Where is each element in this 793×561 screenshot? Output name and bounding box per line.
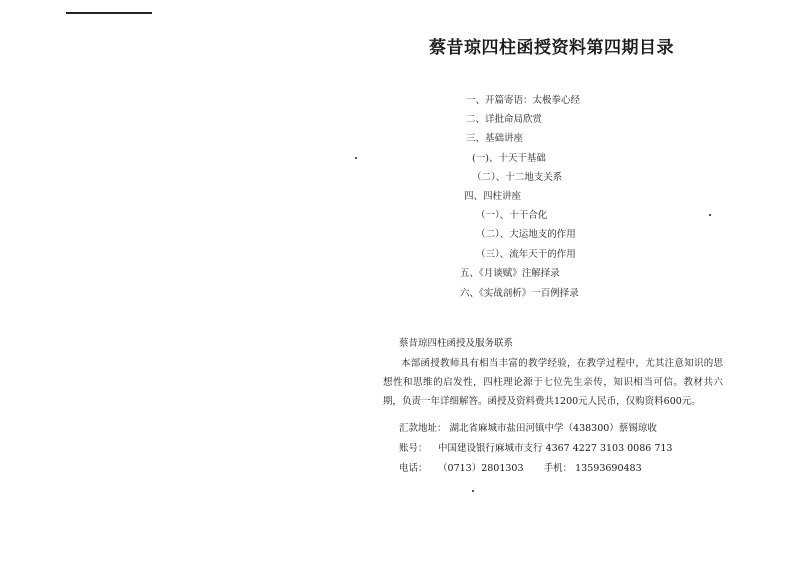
phone-label: 电话： [399, 463, 428, 474]
account-row [399, 440, 672, 454]
phone-row [399, 460, 642, 474]
scan-speck [355, 157, 357, 159]
mobile-label: 手机： [543, 463, 573, 474]
account-label: 账号： [399, 443, 428, 454]
toc-item: 六、《实战剖析》一百例择录 [460, 288, 579, 299]
intro-paragraph: 本部函授教师具有相当丰富的教学经验，在教学过程中，尤其注意知识的思想性和思维的启发性，四柱理论源于七位先生亲传，知识相当可信。教材共六期，负责一年详细解答。函授及资料费共1200元人民币，仅购资料600元。 [383, 358, 723, 407]
toc-item: 四、四柱讲座 [464, 191, 522, 202]
phone-number: （0713）2801303 [438, 463, 524, 474]
toc-item: 三、基础讲座 [466, 133, 524, 144]
scan-artifact-line [66, 12, 152, 14]
mobile-number: 13593690483 [575, 463, 642, 474]
remit-address-row [399, 420, 657, 434]
toc-item: 一、开篇寄语：太极拳心经 [466, 95, 581, 106]
toc-item: 五、《月谈赋》注解择录 [460, 268, 560, 279]
document-title: 蔡昔琼四柱函授资料第四期目录 [429, 38, 674, 58]
remit-label: 汇款地址： [399, 423, 447, 434]
account-number: 中国建设银行麻城市支行 4367 4227 3103 0086 713 [438, 443, 673, 454]
toc-item: （二）、大运地支的作用 [476, 229, 576, 240]
remit-address: 湖北省麻城市盐田河镇中学（438300）蔡锡琼收 [449, 423, 657, 434]
toc-item: （一）、十干合化 [476, 210, 548, 221]
toc-item: （三）、流年天干的作用 [476, 249, 576, 260]
scan-speck [472, 490, 474, 492]
toc-item: （二）、十二地支关系 [472, 172, 563, 183]
scan-speck [709, 214, 711, 216]
toc-item: 二、详批命局欣赏 [466, 114, 543, 125]
toc-item: (一)、十天干基础 [472, 153, 546, 164]
contact-section-heading: 蔡昔琼四柱函授及服务联系 [399, 338, 514, 349]
